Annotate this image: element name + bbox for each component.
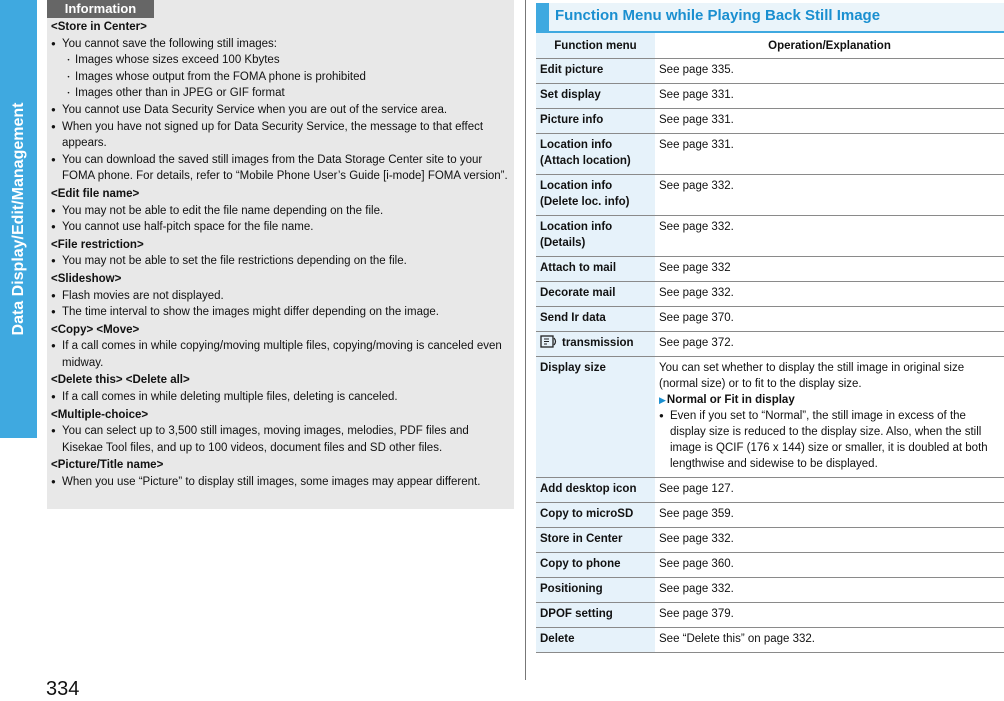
side-tab-label: Data Display/Edit/Management (9, 102, 27, 336)
information-box (47, 0, 514, 509)
table-row (536, 578, 1004, 603)
operation-text: See page 127. (659, 483, 734, 495)
function-menu-cell (536, 503, 655, 528)
operation-text: See page 370. (659, 312, 734, 324)
table-row (536, 628, 1004, 653)
operation-cell (655, 553, 1004, 578)
side-chapter-tab (0, 0, 37, 438)
info-section-heading: <Multiple-choice> (51, 408, 149, 421)
function-menu-label: Store in Center (540, 533, 623, 545)
col-header-function-menu: Function menu (536, 33, 655, 59)
function-menu-label: Decorate mail (540, 287, 616, 299)
info-bullet: ● You cannot use Data Security Service when you are out of the service area. (51, 102, 509, 119)
info-bullet: ● When you have not signed up for Data Security Service, the message to that effect appears. (51, 119, 509, 152)
operation-cell (655, 175, 1004, 216)
info-bullet: ● You can select up to 3,500 still images, moving images, melodies, PDF files and Kisekae Tool files, and up to 100 videos, document files and SD other files. (51, 423, 509, 456)
function-menu-label: Delete (540, 633, 575, 645)
operation-cell (655, 478, 1004, 503)
function-menu-cell (536, 282, 655, 307)
operation-cell (655, 357, 1004, 478)
operation-text: See page 372. (659, 337, 734, 349)
operation-cell (655, 257, 1004, 282)
table-row (536, 478, 1004, 503)
operation-cell (655, 84, 1004, 109)
page-number: 334 (46, 678, 80, 700)
table-row (536, 216, 1004, 257)
function-menu-label: Send Ir data (540, 312, 606, 324)
function-menu-label: transmission (562, 337, 634, 349)
function-menu-label: Location info (Delete loc. info) (540, 180, 630, 208)
info-bullet: ● You can download the saved still images from the Data Storage Center site to your FOMA phone. For details, refer to “Mobile Phone User’s Guide [i-mode] FOMA version”. (51, 152, 509, 185)
info-sub-item: ・ Images whose output from the FOMA phone is prohibited (51, 69, 509, 86)
function-menu-cell (536, 307, 655, 332)
function-menu-label: DPOF setting (540, 608, 613, 620)
info-section-heading: <Copy> <Move> (51, 323, 140, 336)
function-menu-cell (536, 59, 655, 84)
info-bullet: ● The time interval to show the images might differ depending on the image. (51, 304, 509, 321)
operation-cell (655, 134, 1004, 175)
function-menu-cell (536, 357, 655, 478)
info-bullet: ● You cannot use half-pitch space for the file name. (51, 219, 509, 236)
info-section-heading: <Edit file name> (51, 187, 140, 200)
table-row (536, 59, 1004, 84)
operation-text: See “Delete this” on page 332. (659, 633, 815, 645)
operation-text: See page 332. (659, 221, 734, 233)
function-menu-header (536, 3, 1004, 33)
info-section-heading: <Delete this> <Delete all> (51, 374, 190, 387)
table-row (536, 603, 1004, 628)
operation-text: See page 332. (659, 583, 734, 595)
function-menu-label: Picture info (540, 114, 604, 126)
header-accent-bar (536, 3, 549, 33)
info-section-heading: <Store in Center> (51, 21, 147, 33)
operation-note: ● Even if you set to “Normal”, the still image in excess of the display size is reduced to the display size. Also, when the still image is QCIF (176 x 144) size or smaller, it is doubled at both lengthwise and sidewise to be displayed. (659, 408, 1000, 472)
table-row (536, 109, 1004, 134)
info-bullet: ● You may not be able to set the file restrictions depending on the file. (51, 253, 509, 270)
operation-text: See page 360. (659, 558, 734, 570)
operation-text: You can set whether to display the still image in original size (normal size) or to fit to the display size. (659, 362, 965, 390)
function-menu-label: Attach to mail (540, 262, 617, 274)
operation-cell (655, 216, 1004, 257)
function-menu-cell (536, 553, 655, 578)
col-header-operation: Operation/Explanation (655, 33, 1004, 59)
function-menu-table (536, 33, 1004, 653)
operation-cell (655, 528, 1004, 553)
table-row (536, 357, 1004, 478)
info-sub-item: ・ Images other than in JPEG or GIF format (51, 85, 509, 102)
operation-text: See page 332 (659, 262, 731, 274)
operation-text: See page 359. (659, 508, 734, 520)
info-bullet: ● Flash movies are not displayed. (51, 288, 509, 305)
table-row (536, 528, 1004, 553)
operation-cell (655, 109, 1004, 134)
function-menu-cell (536, 478, 655, 503)
operation-text: See page 331. (659, 139, 734, 151)
table-row (536, 257, 1004, 282)
info-bullet: ● If a call comes in while deleting multiple files, deleting is canceled. (51, 389, 509, 406)
table-row (536, 553, 1004, 578)
column-divider (525, 0, 526, 680)
operation-cell (655, 603, 1004, 628)
function-menu-cell (536, 134, 655, 175)
operation-cell (655, 282, 1004, 307)
function-menu-cell (536, 175, 655, 216)
information-content (51, 18, 509, 491)
function-menu-title: Function Menu while Playing Back Still Image (555, 7, 881, 24)
table-row (536, 332, 1004, 357)
function-menu-cell (536, 628, 655, 653)
function-menu-cell (536, 216, 655, 257)
info-sub-item: ・ Images whose sizes exceed 100 Kbytes (51, 52, 509, 69)
infrared-icon (540, 335, 558, 348)
operation-text: See page 331. (659, 114, 734, 126)
info-section-heading: <Slideshow> (51, 272, 122, 285)
info-bullet: ● When you use “Picture” to display still images, some images may appear different. (51, 474, 509, 491)
function-menu-label: Location info (Details) (540, 221, 613, 249)
function-menu-cell (536, 257, 655, 282)
info-bullet: ● If a call comes in while copying/moving multiple files, copying/moving is canceled even midway. (51, 338, 509, 371)
function-menu-cell (536, 109, 655, 134)
function-menu-label: Edit picture (540, 64, 604, 76)
function-menu-label: Positioning (540, 583, 603, 595)
table-row (536, 503, 1004, 528)
information-badge: Information (47, 0, 154, 18)
operation-option: ▶ Normal or Fit in display (659, 392, 1000, 408)
table-header-row (536, 33, 1004, 59)
function-menu-label: Add desktop icon (540, 483, 637, 495)
function-menu-cell (536, 84, 655, 109)
operation-text: See page 332. (659, 287, 734, 299)
operation-text: See page 332. (659, 533, 734, 545)
operation-cell (655, 332, 1004, 357)
info-section-heading: <Picture/Title name> (51, 459, 164, 472)
table-row (536, 134, 1004, 175)
table-row (536, 84, 1004, 109)
function-menu-label: Set display (540, 89, 601, 101)
info-section-heading: <File restriction> (51, 238, 144, 251)
function-menu-cell (536, 603, 655, 628)
operation-text: See page 335. (659, 64, 734, 76)
function-menu-label: Copy to phone (540, 558, 621, 570)
operation-cell (655, 307, 1004, 332)
table-row (536, 307, 1004, 332)
function-menu-label: Copy to microSD (540, 508, 634, 520)
table-row (536, 282, 1004, 307)
function-menu-label: Display size (540, 362, 606, 374)
function-menu-cell (536, 332, 655, 357)
table-row (536, 175, 1004, 216)
operation-cell (655, 628, 1004, 653)
info-bullet: ● You cannot save the following still images: (51, 36, 509, 53)
operation-text: See page 332. (659, 180, 734, 192)
info-bullet: ● You may not be able to edit the file name depending on the file. (51, 203, 509, 220)
operation-text: See page 331. (659, 89, 734, 101)
operation-cell (655, 578, 1004, 603)
function-menu-label: Location info (Attach location) (540, 139, 631, 167)
operation-text: See page 379. (659, 608, 734, 620)
function-menu-cell (536, 578, 655, 603)
function-menu-cell (536, 528, 655, 553)
operation-cell (655, 59, 1004, 84)
operation-cell (655, 503, 1004, 528)
